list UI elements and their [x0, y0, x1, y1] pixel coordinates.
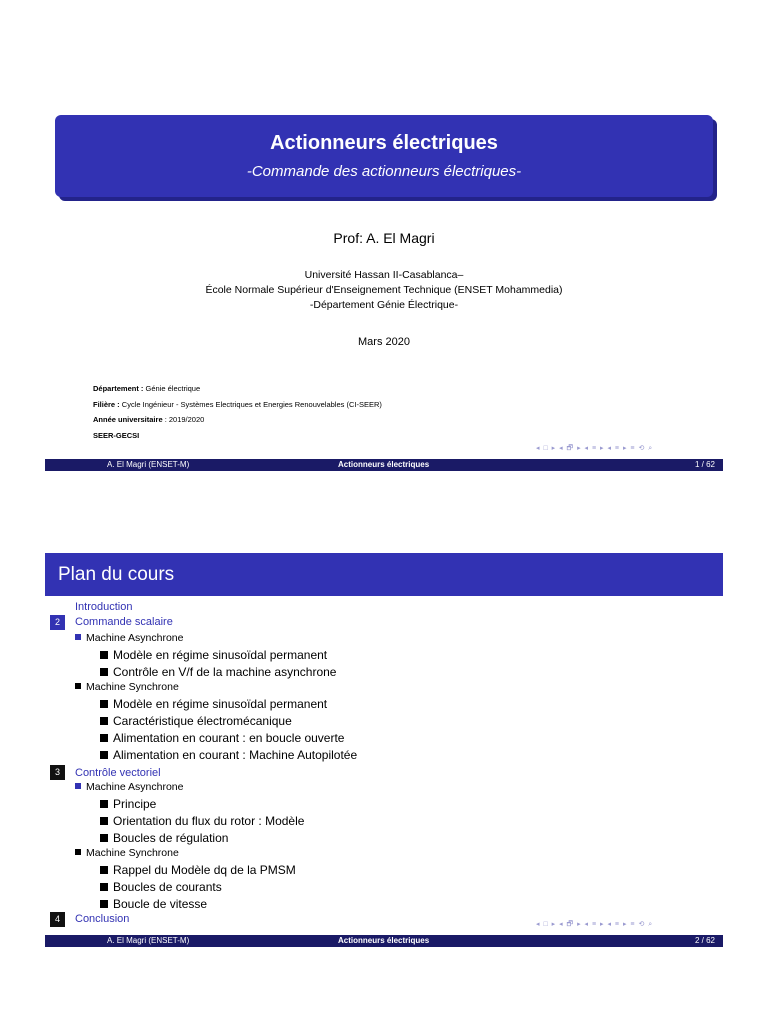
toc-subsubsection[interactable]: Boucles de régulation	[100, 831, 228, 845]
toc-subsubsection[interactable]: Contrôle en V/f de la machine asynchrone	[100, 665, 336, 679]
toc-subsubsection[interactable]: Alimentation en courant : Machine Autopilotée	[100, 748, 357, 762]
meta-filiere: Filière : Cycle Ingénieur - Systèmes Electriques et Energies Renouvelables (CI-SEER)	[93, 399, 382, 409]
meta-annee: Année universitaire : 2019/2020	[93, 415, 205, 424]
author: Prof: A. El Magri	[333, 230, 435, 246]
institution-line: Université Hassan II-Casablanca–	[304, 269, 464, 281]
section-number: 4	[50, 912, 65, 927]
footer-page: 2 / 62	[694, 936, 715, 945]
toc-subsubsection[interactable]: Boucle de vitesse	[100, 897, 207, 911]
toc-subsubsection[interactable]: Boucles de courants	[100, 880, 222, 894]
toc-subsubsection[interactable]: Rappel du Modèle dq de la PMSM	[100, 863, 296, 877]
toc-subsubsection[interactable]: Orientation du flux du rotor : Modèle	[100, 814, 304, 828]
toc-subsubsection[interactable]: Alimentation en courant : en boucle ouverte	[100, 731, 344, 745]
toc-section-4[interactable]: Conclusion	[75, 913, 130, 925]
toc-section-1[interactable]: Introduction	[75, 601, 133, 613]
toc-subsection[interactable]: Machine Asynchrone	[75, 632, 183, 644]
slide-subtitle: -Commande des actionneurs électriques-	[246, 163, 522, 180]
bullet-icon	[100, 700, 108, 708]
bullet-icon	[100, 717, 108, 725]
course-meta	[93, 381, 382, 443]
frame-title-bar	[45, 553, 723, 596]
bullet-icon	[100, 751, 108, 759]
institution-line: -Département Génie Électrique-	[309, 299, 459, 311]
bullet-icon	[100, 817, 108, 825]
bullet-icon	[100, 866, 108, 874]
date: Mars 2020	[358, 336, 410, 348]
slide-footer	[45, 459, 723, 471]
bullet-icon	[75, 849, 81, 855]
toc-subsubsection[interactable]: Caractéristique électromécanique	[100, 714, 292, 728]
bullet-icon	[100, 651, 108, 659]
footer-page: 1 / 62	[694, 460, 715, 469]
bullet-icon	[100, 668, 108, 676]
bullet-icon	[75, 783, 81, 789]
footer-author: A. El Magri (ENSET-M)	[107, 936, 190, 945]
toc-subsubsection[interactable]: Modèle en régime sinusoïdal permanent	[100, 697, 327, 711]
bullet-icon	[75, 683, 81, 689]
bullet-icon	[100, 800, 108, 808]
toc-subsection[interactable]: Machine Asynchrone	[75, 781, 183, 793]
bullet-icon	[75, 634, 81, 640]
toc-section-3[interactable]: Contrôle vectoriel	[75, 767, 161, 779]
meta-department: Département : Génie électrique	[93, 384, 201, 393]
section-number: 3	[50, 765, 65, 780]
footer-title: Actionneurs électriques	[338, 460, 430, 469]
toc-subsubsection[interactable]: Principe	[100, 797, 156, 811]
section-number: 2	[50, 615, 65, 630]
bullet-icon	[100, 834, 108, 842]
toc-subsubsection[interactable]: Modèle en régime sinusoïdal permanent	[100, 648, 327, 662]
footer-author: A. El Magri (ENSET-M)	[107, 460, 190, 469]
bullet-icon	[100, 734, 108, 742]
toc-subsection[interactable]: Machine Synchrone	[75, 847, 179, 859]
meta-seer: SEER-GECSI	[93, 430, 140, 440]
frame-title: Plan du cours	[58, 564, 175, 585]
beamer-nav-icons[interactable]: ◂ □ ▸ ◂ 🗗 ▸ ◂ ≡ ▸ ◂ ≡ ▸ ≡ ⟲ ⌕	[536, 921, 654, 928]
slide-title: Actionneurs électriques	[270, 132, 498, 154]
toc-subsection[interactable]: Machine Synchrone	[75, 681, 179, 693]
institution-line: École Normale Supérieur d'Enseignement Technique (ENSET Mohammedia)	[205, 284, 563, 296]
beamer-nav-icons[interactable]: ◂ □ ▸ ◂ 🗗 ▸ ◂ ≡ ▸ ◂ ≡ ▸ ≡ ⟲ ⌕	[536, 445, 654, 452]
toc-section-2[interactable]: Commande scalaire	[75, 616, 173, 628]
bullet-icon	[100, 883, 108, 891]
footer-title: Actionneurs électriques	[338, 936, 430, 945]
slide-footer	[45, 935, 723, 947]
title-block	[55, 115, 713, 197]
institution	[45, 268, 723, 313]
bullet-icon	[100, 900, 108, 908]
